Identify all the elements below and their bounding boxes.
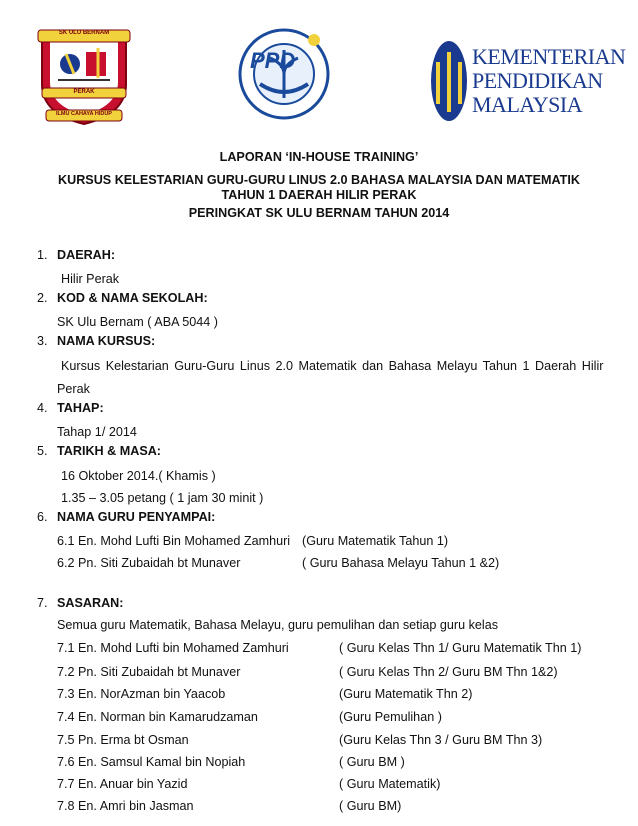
section-2-number: 2. — [37, 291, 48, 305]
trainer-row-1-name: 6.1 En. Mohd Lufti Bin Mohamed Zamhuri — [57, 534, 291, 548]
target-row-8-role: ( Guru BM) — [339, 799, 402, 813]
course-title-line3: PERINGKAT SK ULU BERNAM TAHUN 2014 — [188, 206, 450, 220]
section-3-value-line2: Perak — [57, 382, 90, 396]
school-banner-state: PERAK — [73, 89, 95, 95]
target-row-7-role: ( Guru Matematik) — [339, 777, 441, 791]
ppd-ring-text — [238, 120, 239, 121]
section-5-heading: TARIKH & MASA: — [57, 444, 162, 458]
section-3-number: 3. — [37, 334, 48, 348]
target-row-1-name: 7.1 En. Mohd Lufti bin Mohamed Zamhuri — [57, 641, 289, 655]
section-2-value: SK Ulu Bernam ( ABA 5044 ) — [57, 315, 219, 329]
trainer-row-2-name: 6.2 Pn. Siti Zubaidah bt Munaver — [57, 556, 241, 570]
target-row-8-name: 7.8 En. Amri bin Jasman — [57, 799, 194, 813]
school-banner-top: SK ULU BERNAM — [58, 30, 110, 36]
trainer-row-2-role: ( Guru Bahasa Melayu Tahun 1 &2) — [302, 556, 500, 570]
section-7-number: 7. — [37, 596, 48, 610]
section-5-number: 5. — [37, 444, 48, 458]
target-row-6-name: 7.6 En. Samsul Kamal bin Nopiah — [57, 755, 246, 769]
target-row-5-role: (Guru Kelas Thn 3 / Guru BM Thn 3) — [339, 733, 543, 747]
target-row-3-name: 7.3 En. NorAzman bin Yaacob — [57, 687, 226, 701]
section-6-heading: NAMA GURU PENYAMPAI: — [57, 510, 216, 524]
section-2-heading: KOD & NAMA SEKOLAH: — [57, 291, 208, 305]
kpm-line1: KEMENTERIAN — [472, 44, 626, 69]
course-title-line2: TAHUN 1 DAERAH HILIR PERAK — [221, 188, 417, 202]
section-5-date: 16 Oktober 2014.( Khamis ) — [61, 469, 216, 483]
kpm-line2: PENDIDIKAN — [472, 68, 603, 93]
ppd-text: PPD — [250, 48, 296, 73]
target-row-4-name: 7.4 En. Norman bin Kamarudzaman — [57, 710, 258, 724]
section-7-heading: SASARAN: — [57, 596, 124, 610]
target-row-7-name: 7.7 En. Anuar bin Yazid — [57, 777, 188, 791]
kpm-emblem — [430, 40, 468, 122]
target-row-3-role: (Guru Matematik Thn 2) — [339, 687, 473, 701]
ppd-logo — [230, 28, 338, 120]
section-1-value: Hilir Perak — [61, 272, 120, 286]
section-4-number: 4. — [37, 401, 48, 415]
section-1-heading: DAERAH: — [57, 248, 116, 262]
section-4-heading: TAHAP: — [57, 401, 104, 415]
section-3-value-line1: Kursus Kelestarian Guru-Guru Linus 2.0 Matematik dan Bahasa Melayu Tahun 1 Daerah Hilir — [61, 359, 604, 373]
section-4-value: Tahap 1/ 2014 — [57, 425, 137, 439]
target-intro: Semua guru Matematik, Bahasa Melayu, guru pemulihan dan setiap guru kelas — [57, 618, 499, 632]
target-row-1-role: ( Guru Kelas Thn 1/ Guru Matematik Thn 1) — [339, 641, 582, 655]
kpm-line3: MALAYSIA — [472, 92, 583, 117]
target-row-5-name: 7.5 Pn. Erma bt Osman — [57, 733, 189, 747]
target-row-4-role: (Guru Pemulihan ) — [339, 710, 442, 724]
target-row-2-name: 7.2 Pn. Siti Zubaidah bt Munaver — [57, 665, 241, 679]
section-6-number: 6. — [37, 510, 48, 524]
logo-header — [0, 0, 638, 130]
trainer-row-1-role: (Guru Matematik Tahun 1) — [302, 534, 449, 548]
school-motto: ILMU CAHAYA HIDUP — [56, 111, 112, 117]
target-row-6-role: ( Guru BM ) — [339, 755, 405, 769]
report-title: LAPORAN ‘IN-HOUSE TRAINING’ — [219, 150, 419, 164]
section-5-time: 1.35 – 3.05 petang ( 1 jam 30 minit ) — [61, 491, 264, 505]
target-row-2-role: ( Guru Kelas Thn 2/ Guru BM Thn 1&2) — [339, 665, 558, 679]
section-1-number: 1. — [37, 248, 48, 262]
course-title-line1: KURSUS KELESTARIAN GURU-GURU LINUS 2.0 BAHASA MALAYSIA DAN MATEMATIK — [58, 173, 580, 187]
section-3-heading: NAMA KURSUS: — [57, 334, 156, 348]
